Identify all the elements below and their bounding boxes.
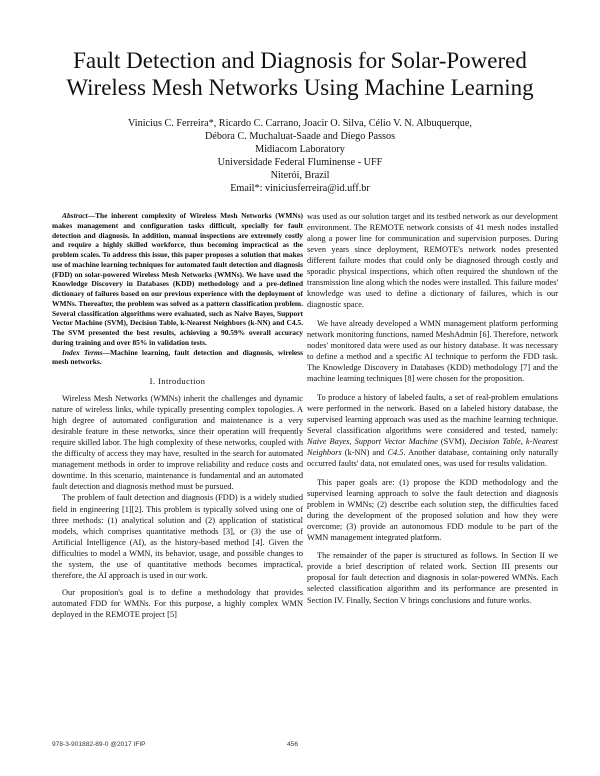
affiliation-location: Niterói, Brazil bbox=[270, 170, 330, 182]
right-p3-mid: (SVM), bbox=[437, 436, 470, 446]
algo-knn: k-Nearest Neighbors bbox=[307, 436, 559, 457]
affiliation-university: Universidade Federal Fluminense - UFF bbox=[217, 157, 383, 169]
intro-paragraph-1: Wireless Mesh Networks (WMNs) inherit the challenges and dynamic nature of wireless links, while typically presenting complex topologies. A high degree of automated configuration and maintenance is a very desirable feature in these networks, since their operation will frequently require skilled labor. The high complexity of these networks, coupled with the difficulty of access they may have, resulted in the search for automated management methods in order to improve reliability and reduce costs and downtime. In this scenario, maintenance is fundamental and an automated fault detection and diagnosis method must be pursued. bbox=[52, 394, 303, 492]
abstract-label: Abstract bbox=[62, 211, 88, 220]
index-terms-text: —Machine learning, fault detection and diagnosis, wireless mesh networks. bbox=[52, 347, 303, 367]
author-email: Email*: viniciusferreira@id.uff.br bbox=[230, 183, 370, 195]
index-terms bbox=[52, 348, 303, 368]
index-terms-label: Index Terms bbox=[62, 347, 103, 357]
section-heading-introduction: I. Introduction bbox=[149, 376, 206, 386]
right-paragraph-4: This paper goals are: (1) propose the KDD methodology and the supervised learning approach to solve the fault detection and diagnosis problem in WMNs; (2) describe each solution step, the difficulties faced during the development of the proposed solution and how they were overcome; (3) provide an autonomous FDD module to be part of the WMN management integrated platform. bbox=[307, 477, 558, 542]
right-p3-sep-1: , bbox=[349, 436, 355, 446]
intro-paragraph-3: Our proposition's goal is to define a methodology that provides automated FDD for WMNs. For this purpose, a highly complex WMN deployed in the REMOTE project [5] bbox=[52, 587, 303, 619]
right-p3-sep-2: , bbox=[520, 436, 526, 446]
intro-paragraph-2: The problem of fault detection and diagnosis (FDD) is a widely studied field in engineering [1][2]. This problem is typically solved using one of three methods: (1) analytical solution and (2) application of statistical models, which comprises quantitative methods [3], or (3) the use of Artificial Intelligence (AI), as the history-based method [4]. Given the difficulties to model a WMN, its behavior, usage, and possible changes to the system, the use of quantitative methods becomes impractical, therefore, the AI approach is used in our work. bbox=[52, 493, 303, 580]
algo-svm: Support Vector Machine bbox=[354, 436, 438, 446]
title-line-1: Fault Detection and Diagnosis for Solar-Powered bbox=[73, 48, 527, 73]
abstract bbox=[52, 211, 303, 348]
right-column bbox=[307, 211, 558, 613]
algo-c45: C4.5 bbox=[387, 447, 404, 457]
right-p3-text-a: To produce a history of labeled faults, a set of real-problem emulations were performed in the network. Based on a labeled history database, the supervised learning approach was used as the machine learning technique. Several classification algorithms were considered and tested, namely: bbox=[307, 392, 558, 435]
author-names-line-1: Vinicius C. Ferreira*, Ricardo C. Carrano, Joacir O. Silva, Célio V. N. Albuquerque, bbox=[128, 118, 472, 129]
affiliation-lab: Midiacom Laboratory bbox=[255, 144, 345, 156]
algo-decision-table: Decision Table bbox=[469, 436, 521, 446]
title-line-2: Wireless Mesh Networks Using Machine Learning bbox=[66, 75, 534, 100]
paper-title bbox=[40, 47, 560, 101]
footer-isbn: 978-3-901882-89-0 @2017 IFIP bbox=[52, 741, 146, 748]
right-paragraph-2: We have already developed a WMN management platform performing network monitoring functions, named MeshAdmin [6]. Therefore, network nodes' monitored data were used as our history database. It was necessary to define a method and a specific AI technique to perform the FDD task. The Knowledge Discovery in Databases (KDD) methodology [7] and the machine learning techniques [8] were chosen for the proposition. bbox=[307, 318, 558, 384]
algo-naive-bayes: Naive Bayes bbox=[307, 436, 350, 446]
abstract-text: —The inherent complexity of Wireless Mesh Networks (WMNs) makes management and configuration tasks difficult, specially for fault detection and diagnosis. In addition, manual inspections are extremely costly and require a highly skilled workforce, thus becoming impractical as the problem scales. To address this issue, this paper proposes a solution that makes use of machine learning techniques for automated fault detection and diagnosis (FDD) on solar-powered Wireless Mesh Networks (WMNs). We have used the Knowledge Discovery in Databases (KDD) methodology and a pre-defined dictionary of failures based on our previous experience with the deployment of WMNs. Thereafter, the problem was solved as a pattern classification problem. Several classification algorithms were evaluated, such as Naive Bayes, Support Vector Machine (SVM), Decision Table, k-Nearest Neighbors (k-NN) and C4.5. The SVM presented the best results, achieving a 90.59% overall accuracy during training and over 85% in validation tests. bbox=[52, 211, 303, 347]
left-column bbox=[52, 211, 303, 620]
right-paragraph-5: The remainder of the paper is structured as follows. In Section II we provide a brief description of related work. Section III presents our proposal for fault detection and diagnosis in solar-powered WMNs. Each selected classification algorithm and its performance are presented in Section IV. Finally, Section V brings conclusions and future works. bbox=[307, 551, 558, 605]
right-p3-knn-abbr: (k-NN) and bbox=[341, 447, 388, 457]
right-paragraph-1: was used as our solution target and its testbed network as our development environment. The REMOTE network consists of 41 mesh nodes installed along a power line for communication and supervision purposes. During seven years since deployment, REMOTE's network nodes presented different failure modes that could only be diagnosed through costly and sporadic physical inspections, which often required the shutdown of the transmission line along which the nodes were installed. This failure modes' knowledge was used to define a dictionary of failures, which is our diagnostic space. bbox=[307, 212, 558, 310]
author-block bbox=[40, 117, 560, 196]
author-names-line-2: Débora C. Muchaluat-Saade and Diego Passos bbox=[204, 131, 396, 143]
footer-page-number: 456 bbox=[287, 741, 299, 748]
right-paragraph-3 bbox=[307, 392, 558, 469]
right-p3-text-b: . Another database, containing only naturally occurred faults' data, not emulated ones, was used for results validation. bbox=[307, 447, 558, 468]
